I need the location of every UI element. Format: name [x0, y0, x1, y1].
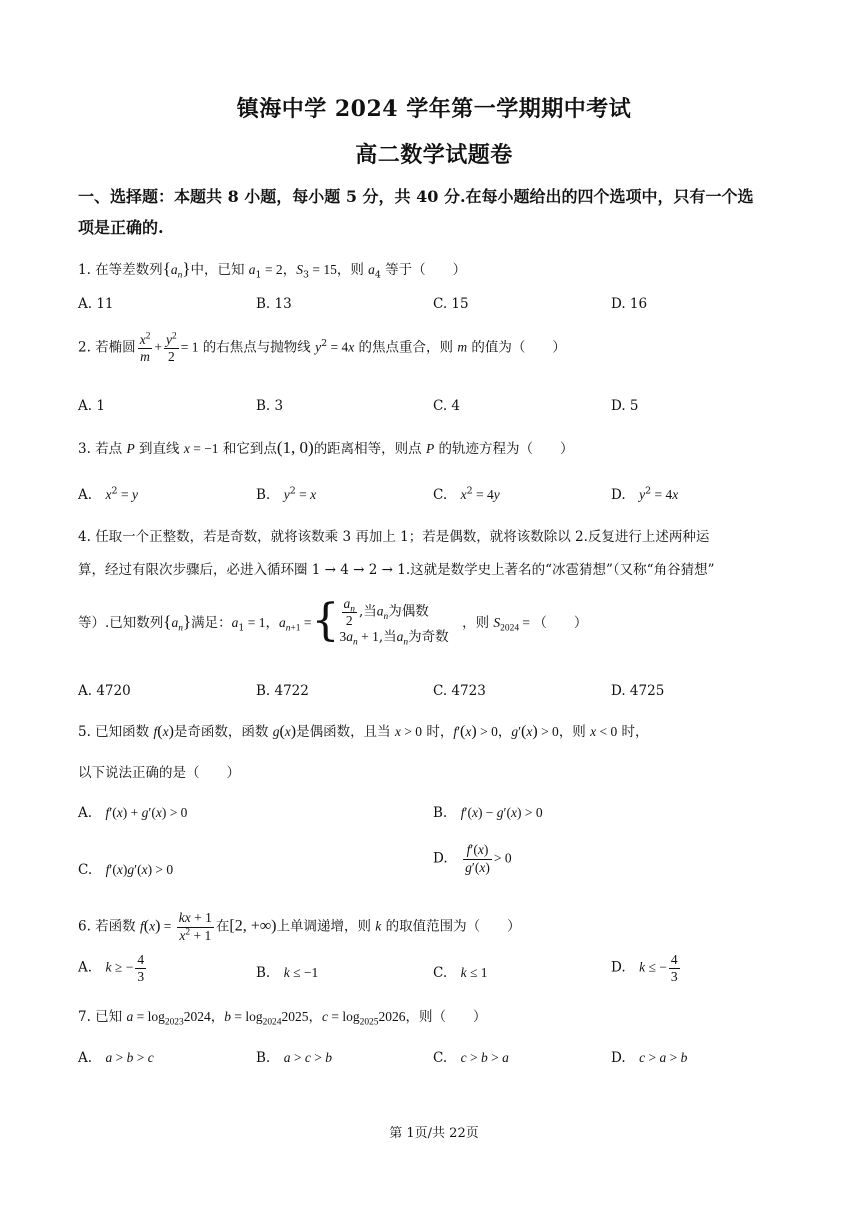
question-2-option-c: C. 4 [433, 398, 461, 414]
question-4-option-b: B. 4722 [256, 683, 309, 699]
question-3: 3. 若点 P 到直线 x = −1 和它到点(1, 0)的距离相等，则点 P 的轨迹方程为（ ） [78, 438, 574, 457]
question-1: 1. 在等差数列$\{a_n\}$中，已知 $a_1 = 2$，$S_3 = 15$，则 $a_4$ 等于（ ） [78, 259, 467, 281]
question-7-option-c: C. c > b > a [433, 1050, 509, 1066]
question-2-option-a: A. 1 [78, 398, 105, 414]
question-number: 1. [78, 262, 91, 278]
question-4-option-c: C. 4723 [433, 683, 486, 699]
question-4-option-a: A. 4720 [78, 683, 131, 699]
question-number: 6. [78, 918, 91, 935]
page-footer: 第 1页/共 22页 [389, 1126, 479, 1141]
section-heading-line2: 项是正确的. [78, 218, 164, 237]
question-6-option-d: D. k ≤ − $\frac{4}{3}$ [611, 952, 678, 984]
question-4-option-d: D. 4725 [611, 683, 665, 699]
question-4 [78, 525, 709, 545]
question-number: 7. [78, 1009, 91, 1025]
question-number: 2. [78, 339, 91, 356]
question-3-option-b: B. $y^2 = x$ [256, 485, 317, 503]
question-number: 4. [78, 529, 91, 545]
question-5-option-b: B. f′(x) − g′(x) > 0 [433, 805, 543, 821]
question-4-line3: 等）.已知数列$\{a_n\}$满足：$a_1 = 1$，$a_{n+1}$ ={ $\frac{a_n}{2}$ ,当$a_n$为偶数 $3a_n + 1$,当$a_n$为奇数 ，则 $S_{2024}$ = （ ） [78, 595, 588, 648]
question-6: 6. 若函数 f(x) = $\frac{kx + 1}{x^2 + 1}$ 在[2, +∞)上单调递增，则 k 的取值范围为（ ） [78, 910, 521, 943]
question-5: 5. 已知函数 f(x)是奇函数，函数 g(x)是偶函数，且当 x > 0 时，f′(x) > 0，g′(x) > 0，则 x < 0 时， [78, 723, 649, 740]
question-7-option-b: B. a > c > b [256, 1050, 332, 1066]
question-7: 7. 已知 $a = \log_{2023}2024$，$b = \log_{2024}2025$，$c = \log_{2025}2026$，则（ ） [78, 1009, 487, 1028]
question-2: 2. 若椭圆 $\frac{x^2}{m}$ + $\frac{y^2}{2}$ = 1 的右焦点与抛物线 $y^2 = 4x$ 的焦点重合，则 m 的值为（ ） [78, 331, 566, 364]
question-4-line2: 算，经过有限次步骤后，必进入循环圈 1 → 4 → 2 → 1.这就是数学史上著名的“冰雹猜想”（又称“角谷猜想” [78, 562, 715, 578]
question-1-option-a: A. 11 [78, 296, 114, 312]
question-6-option-b: B. k ≤ −1 [256, 965, 319, 981]
question-6-option-c: C. k ≤ 1 [433, 965, 488, 981]
question-5-option-d: D. $\frac{f'(x)}{g'(x)}$ > 0 [433, 842, 512, 875]
question-5-option-a: A. f′(x) + g′(x) > 0 [78, 805, 188, 821]
exam-subtitle: 高二数学试题卷 [355, 142, 513, 168]
question-4-line1: 任取一个正整数，若是奇数，就将该数乘 3 再加上 1；若是偶数，就将该数除以 2.反复进行上述两种运 [95, 529, 710, 545]
question-1-option-d: D. 16 [611, 296, 648, 312]
question-2-option-d: D. 5 [611, 398, 639, 414]
question-number: 5. [78, 724, 91, 740]
question-5-line2: 以下说法正确的是（ ） [78, 765, 240, 781]
exam-title: 镇海中学 2024 学年第一学期期中考试 [236, 96, 632, 122]
question-5-option-c: C. f′(x)g′(x) > 0 [78, 862, 174, 878]
question-3-option-a: A. $x^2 = y$ [78, 485, 138, 503]
question-6-option-a: A. k ≥ − $\frac{4}{3}$ [78, 952, 145, 984]
question-3-option-d: D. $y^2 = 4x$ [611, 485, 679, 503]
question-1-option-b: B. 13 [256, 296, 292, 312]
question-3-option-c: C. $x^2 = 4y$ [433, 485, 500, 503]
question-7-option-a: A. a > b > c [78, 1050, 154, 1066]
question-1-option-c: C. 15 [433, 296, 469, 312]
question-number: 3. [78, 441, 91, 457]
question-7-option-d: D. c > a > b [611, 1050, 688, 1066]
section-heading-line1: 一、选择题：本题共 8 小题，每小题 5 分，共 40 分.在每小题给出的四个选项中，只有一个选 [78, 187, 754, 206]
question-2-option-b: B. 3 [256, 398, 284, 414]
